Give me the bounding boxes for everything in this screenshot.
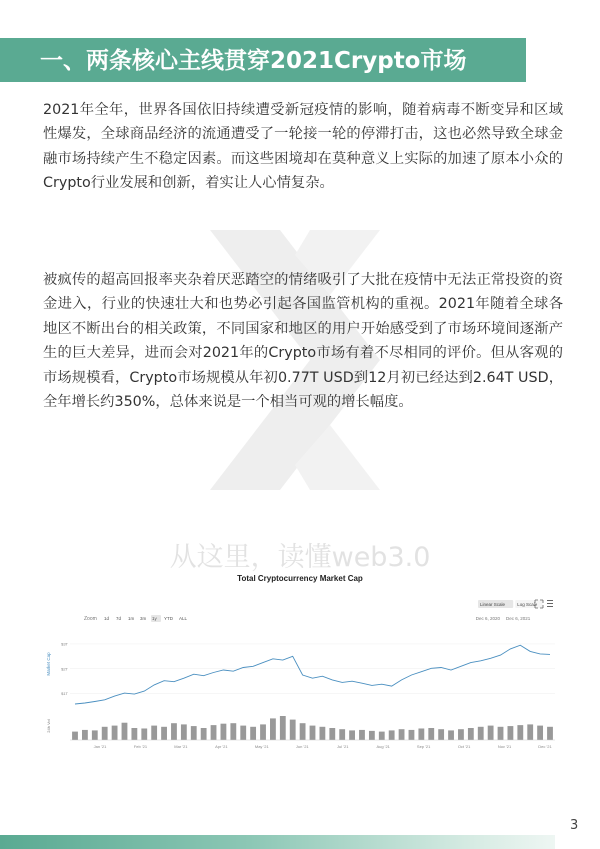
volume-bar-48 bbox=[547, 727, 553, 740]
volume-bar-28 bbox=[349, 730, 355, 740]
volume-bar-43 bbox=[498, 727, 504, 740]
paragraph-1: 2021年全年，世界各国依旧持续遭受新冠疫情的影响，随着病毒不断变异和区域性爆发，全球商品经济的流通遭受了一轮接一轮的停滞打击，这也必然导致全球金融市场持续产生不稳定因素。而这些困境却在莫种意义上实际的加速了原本小众的Crypto行业发展和创新，着实让人心情复杂。 bbox=[43, 102, 563, 192]
scale-option-1[interactable]: Log Scale bbox=[517, 602, 538, 607]
volume-bar-31 bbox=[379, 732, 385, 740]
volume-bar-10 bbox=[171, 723, 177, 740]
y-tick-0: $3T bbox=[61, 641, 68, 647]
x-tick-3: Apr '21 bbox=[215, 744, 228, 749]
chart-title: Total Cryptocurrency Market Cap bbox=[237, 574, 363, 583]
volume-bar-12 bbox=[191, 726, 197, 740]
market-cap-chart bbox=[40, 594, 560, 754]
volume-bar-32 bbox=[389, 730, 395, 740]
volume-bar-41 bbox=[478, 727, 484, 740]
volume-bar-29 bbox=[359, 730, 365, 740]
date-from: Dec 6, 2020 bbox=[475, 616, 500, 621]
volume-bar-30 bbox=[369, 731, 375, 740]
y-tick-2: $1T bbox=[61, 691, 68, 697]
volume-bar-9 bbox=[161, 727, 167, 740]
volume-bar-15 bbox=[221, 724, 227, 740]
x-tick-0: Jan '21 bbox=[93, 744, 107, 749]
volume-bar-38 bbox=[448, 730, 454, 740]
y-tick-1: $2T bbox=[61, 666, 68, 672]
paragraph-2: 被疯传的超高回报率夹杂着厌恶踏空的情绪吸引了大批在疫情中无法正常投资的资金进入，行业的快速壮大和也势必引起各国监管机构的重视。2021年随着全球各地区不断出台的相关政策，不同国家和地区的用户开始感受到了市场环境间逐渐产生的巨大差异，进而会对2021年的Crypto市场有着不尽相同的评价。但从客观的市场规模看，Crypto市场规模从年初0.77T USD到12月初已经达到2.64T USD，全年增长约350%，总体来说是一个相当可观的增长幅度。 bbox=[43, 272, 563, 411]
x-tick-5: Jun '21 bbox=[295, 744, 309, 749]
volume-bar-37 bbox=[438, 729, 444, 740]
y-axis-label: Market Cap bbox=[46, 652, 51, 676]
scale-option-0[interactable]: Linear Scale bbox=[480, 602, 506, 607]
volume-bar-25 bbox=[319, 727, 325, 740]
zoom-option-3[interactable]: 3m bbox=[140, 616, 147, 621]
volume-bar-20 bbox=[270, 718, 276, 740]
volume-bar-40 bbox=[468, 728, 474, 740]
market-cap-line bbox=[75, 645, 550, 704]
volume-bar-7 bbox=[141, 728, 147, 740]
volume-bar-16 bbox=[230, 723, 236, 740]
volume-bar-4 bbox=[112, 726, 118, 740]
x-tick-10: Nov '21 bbox=[497, 744, 512, 749]
footer-band bbox=[0, 835, 555, 849]
volume-bar-45 bbox=[517, 725, 523, 740]
volume-bar-35 bbox=[418, 728, 424, 740]
volume-bar-11 bbox=[181, 724, 187, 740]
volume-bar-33 bbox=[399, 729, 405, 740]
volume-bar-27 bbox=[339, 729, 345, 740]
x-tick-6: Jul '21 bbox=[337, 744, 349, 749]
volume-bar-42 bbox=[488, 726, 494, 740]
volume-bar-18 bbox=[250, 727, 256, 740]
volume-bar-36 bbox=[428, 728, 434, 740]
x-tick-1: Feb '21 bbox=[133, 744, 148, 749]
volume-axis-label: 24h Vol bbox=[46, 719, 51, 733]
zoom-option-4[interactable]: 1y bbox=[152, 616, 157, 621]
volume-bar-0 bbox=[72, 732, 78, 740]
date-to: Dec 6, 2021 bbox=[506, 616, 531, 621]
volume-bar-47 bbox=[537, 726, 543, 740]
x-tick-4: May '21 bbox=[254, 744, 269, 749]
section-title: 一、两条核心主线贯穿2021Crypto市场 bbox=[40, 48, 467, 74]
volume-bar-24 bbox=[310, 726, 316, 740]
volume-bar-8 bbox=[151, 726, 157, 740]
volume-bar-3 bbox=[102, 727, 108, 740]
volume-bar-44 bbox=[508, 726, 514, 740]
menu-icon[interactable] bbox=[547, 600, 553, 607]
volume-bar-19 bbox=[260, 724, 266, 740]
volume-bar-22 bbox=[290, 720, 296, 740]
volume-bar-5 bbox=[122, 723, 128, 740]
volume-bar-26 bbox=[329, 728, 335, 740]
volume-bar-13 bbox=[201, 728, 207, 740]
zoom-option-2[interactable]: 1m bbox=[128, 616, 135, 621]
zoom-option-5[interactable]: YTD bbox=[164, 616, 173, 621]
volume-bar-2 bbox=[92, 730, 98, 740]
volume-bar-21 bbox=[280, 716, 286, 740]
x-tick-8: Sep '21 bbox=[416, 744, 431, 749]
x-tick-9: Oct '21 bbox=[457, 744, 471, 749]
zoom-option-6[interactable]: ALL bbox=[179, 616, 188, 621]
x-tick-11: Dec '21 bbox=[538, 744, 552, 749]
volume-bar-46 bbox=[527, 724, 533, 740]
volume-bar-1 bbox=[82, 730, 88, 740]
volume-bar-6 bbox=[131, 728, 137, 740]
zoom-label: Zoom bbox=[84, 616, 97, 622]
zoom-option-1[interactable]: 7d bbox=[116, 616, 122, 621]
volume-bar-23 bbox=[300, 723, 306, 740]
zoom-option-0[interactable]: 1d bbox=[104, 616, 110, 621]
volume-bar-14 bbox=[211, 725, 217, 740]
volume-bar-17 bbox=[240, 726, 246, 740]
x-tick-2: Mar '21 bbox=[174, 744, 188, 749]
volume-bar-39 bbox=[458, 729, 464, 740]
volume-bar-34 bbox=[409, 730, 415, 740]
watermark-text: 从这里，读懂web3.0 bbox=[169, 542, 431, 573]
page-number: 3 bbox=[570, 818, 579, 833]
x-tick-7: Aug '21 bbox=[376, 744, 390, 749]
